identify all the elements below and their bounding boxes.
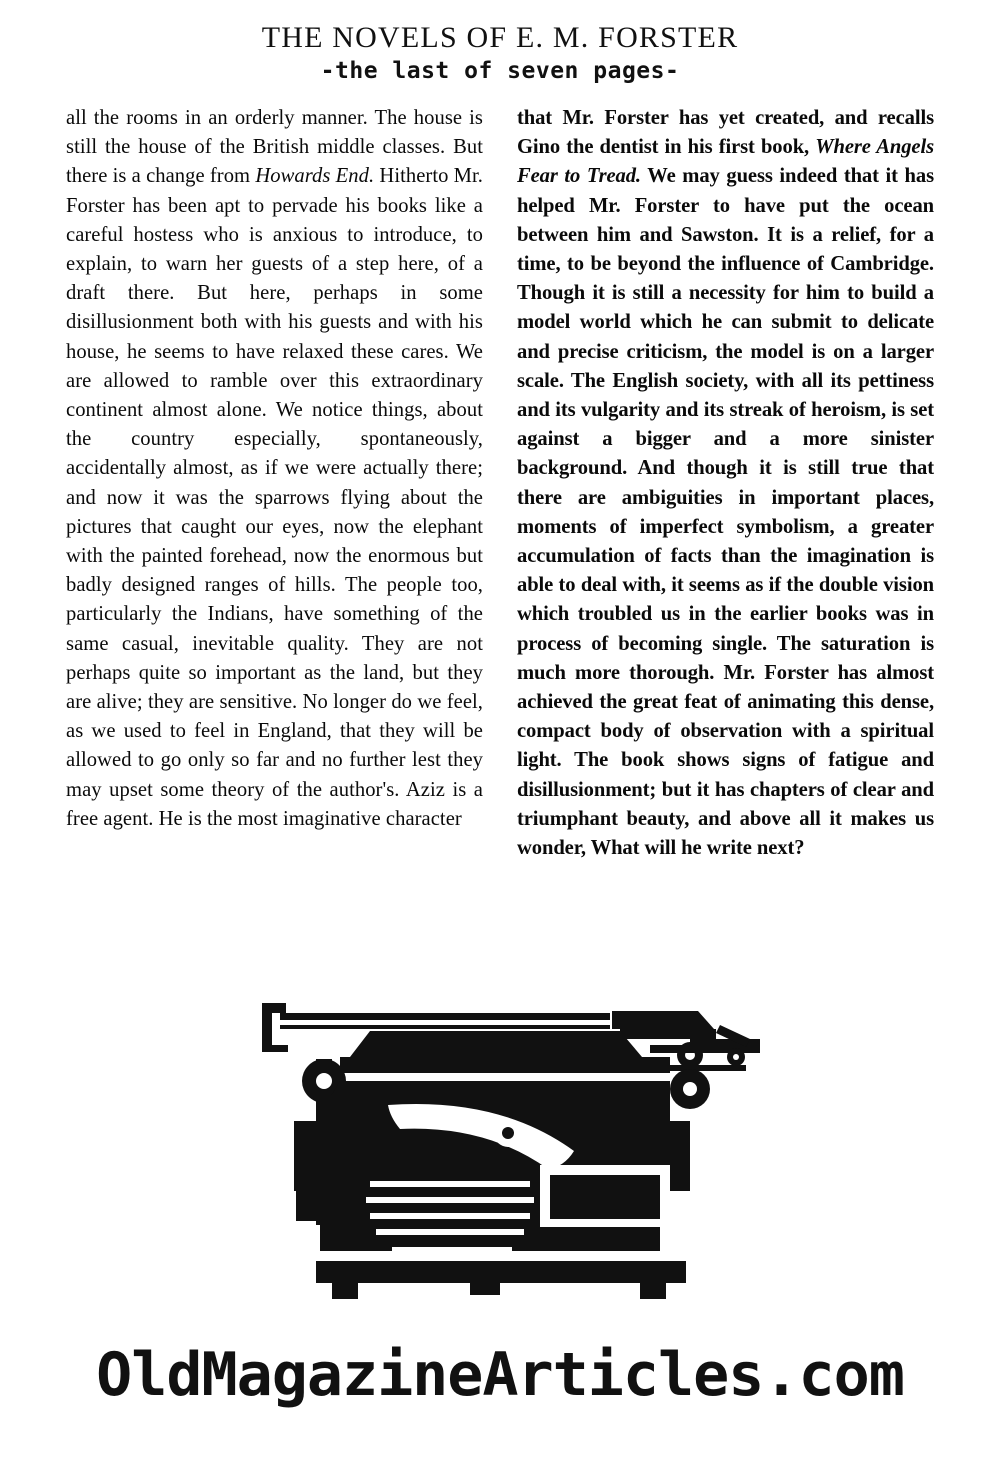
text-run: Hitherto Mr. Forster has been apt to pervade his books like a careful hostess who is anxious to introduce, to explain, to warn her guests of a step here, of a draft there. But here, perhaps in some disillusionment both with his guests and with his house, he seems to have relaxed these cares. We are allowed to ramble over this extraordinary continent almost alone. We notice things, about the country especially, spontaneously, accidentally almost, as if we were actually there; and now it was the sparrows flying about the pictures that caught our eyes, now the elephant with the painted forehead, now the enormous but badly designed ranges of hills. The people too, particularly the Indians, have something of the same casual, inevitable quality. They are not perhaps quite so important as the land, but they are alive; they are sensitive. No longer do we feel, as we used to feel in England, that they will be allowed to go only so far and no further lest they may upset some theory of the author's. Aziz is a free agent. He is the most imaginative character [66, 165, 483, 830]
illustration-block [0, 985, 1000, 1335]
page-title: THE NOVELS OF E. M. FORSTER [261, 21, 739, 54]
column-right [517, 104, 934, 863]
article-body [66, 104, 934, 863]
paragraph-right [517, 104, 934, 863]
masthead [0, 0, 1000, 84]
book-title-howards-end: Howards End. [255, 165, 375, 188]
text-run: that Mr. Forster has yet created, and recalls Gino the dentist in his first book, [517, 107, 934, 159]
paragraph-left [66, 104, 483, 834]
column-left [66, 104, 483, 863]
book-title-where-angels-fear-to-tread: Where Angels Fear to Tread. [517, 136, 934, 188]
page-subtitle: -the last of seven pages- [320, 57, 680, 84]
typewriter-icon [220, 985, 780, 1330]
text-run: all the rooms in an orderly manner. The house is still the house of the British middle classes. But there is a change from [66, 107, 483, 188]
text-run: We may guess indeed that it has helped Mr. Forster to have put the ocean between him and Sawston. It is a relief, for a time, to be beyond the influence of Cambridge. Though it is still a necessity for him to build a model world which he can submit to delicate and precise criticism, the model is on a larger scale. The English society, with all its pettiness and its vulgarity and its streak of heroism, is set against a bigger and a more sinister background. And though it is still true that there are ambiguities in important places, moments of imperfect symbolism, a greater accumulation of facts than the imagination is able to deal with, it seems as if the double vision which troubled us in the earlier books was in process of becoming single. The saturation is much more thorough. Mr. Forster has almost achieved the great feat of animating this dense, compact body of observation with a spiritual light. The book shows signs of fatigue and disillusionment; but it has chapters of clear and triumphant beauty, and above all it makes us wonder, What will he write next? [517, 165, 935, 860]
site-watermark: OldMagazineArticles.com [96, 1340, 904, 1410]
